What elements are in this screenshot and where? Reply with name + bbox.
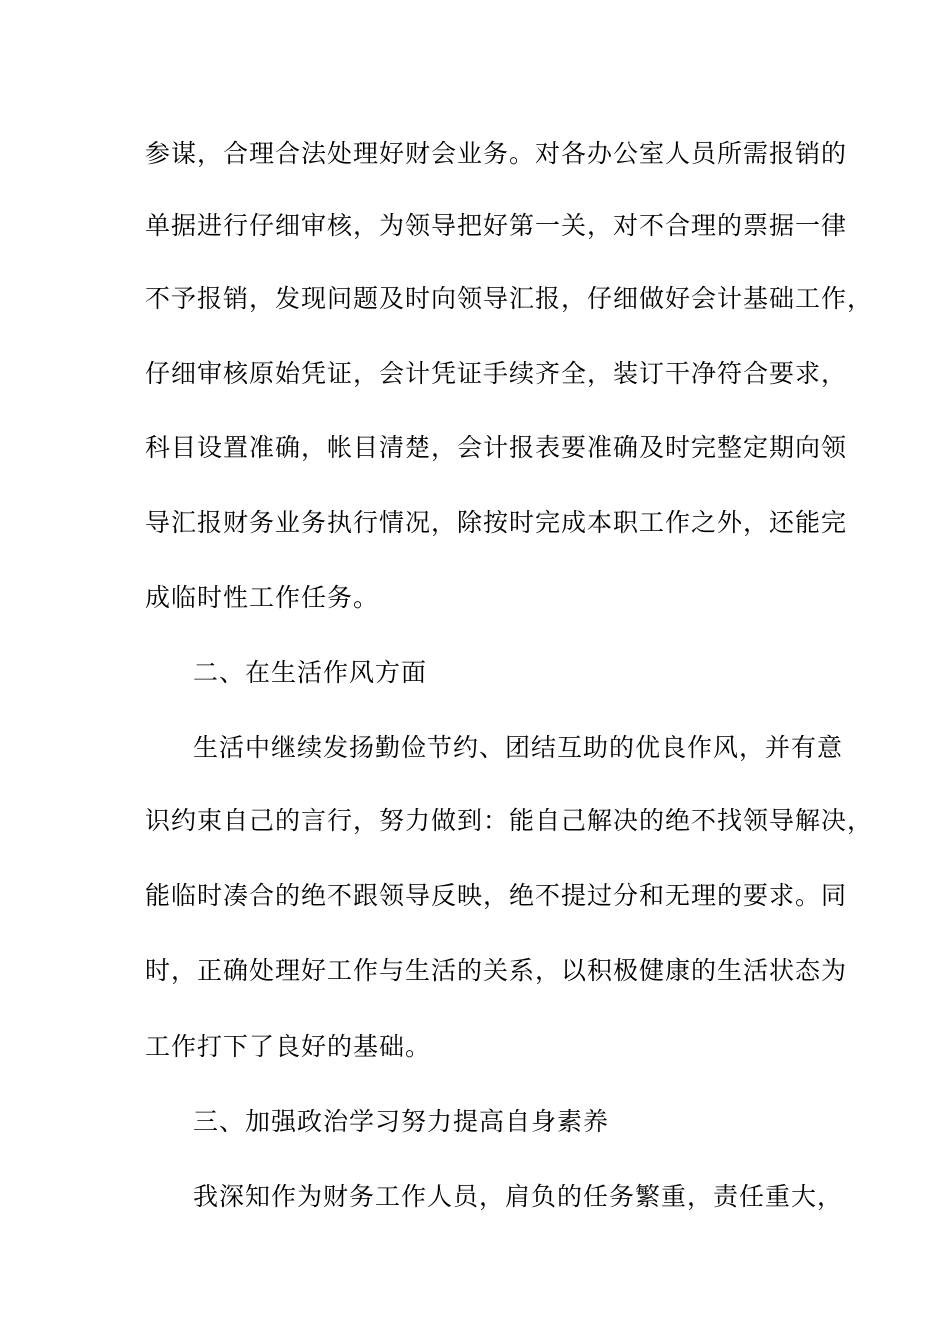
- section-heading: 三、加强政治学习努力提高自身素养: [193, 1107, 610, 1136]
- body-text-line: 单据进行仔细审核，为领导把好第一关，对不合理的票据一律: [145, 211, 848, 240]
- body-text-line: 不予报销，发现问题及时向领导汇报，仔细做好会计基础工作，: [145, 284, 874, 313]
- body-text-line: 时，正确处理好工作与生活的关系，以积极健康的生活状态为: [145, 956, 848, 985]
- body-text-line: 导汇报财务业务执行情况，除按时完成本职工作之外，还能完: [145, 508, 848, 537]
- section-heading: 二、在生活作风方面: [193, 658, 428, 687]
- body-text-line: 能临时凑合的绝不跟领导反映，绝不提过分和无理的要求。同: [145, 881, 848, 910]
- paragraph-first-line: 生活中继续发扬勤俭节约、团结互助的优良作风，并有意: [193, 733, 844, 762]
- body-text-line: 参谋，合理合法处理好财会业务。对各办公室人员所需报销的: [145, 139, 848, 168]
- body-text-line: 工作打下了良好的基础。: [145, 1032, 432, 1061]
- body-text-line: 识约束自己的言行，努力做到：能自己解决的绝不找领导解决，: [145, 806, 874, 835]
- body-text-line: 科目设置准确，帐目清楚，会计报表要准确及时完整定期向领: [145, 433, 848, 462]
- body-text-line: 成临时性工作任务。: [145, 583, 380, 612]
- paragraph-first-line: 我深知作为财务工作人员，肩负的任务繁重，责任重大，: [193, 1182, 844, 1211]
- body-text-line: 仔细审核原始凭证，会计凭证手续齐全，装订干净符合要求，: [145, 359, 848, 388]
